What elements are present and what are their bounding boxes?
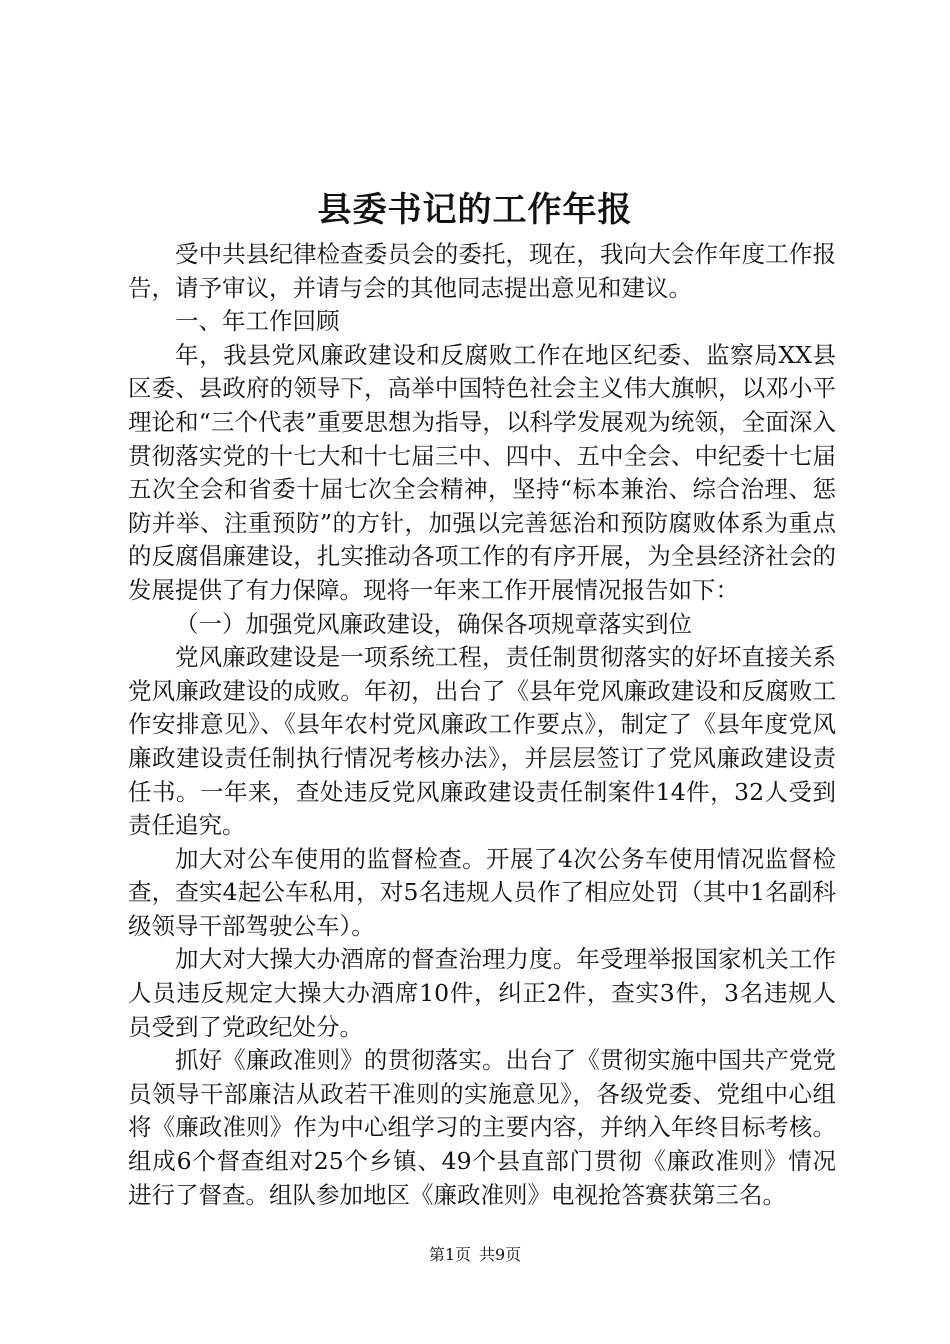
document-title: 县委书记的工作年报 bbox=[317, 190, 633, 230]
page-number-current: 第1页 bbox=[428, 1245, 471, 1264]
section-heading-review: 一、年工作回顾 bbox=[175, 307, 340, 336]
paragraph-overview: 年，我县党风廉政建设和反腐败工作在地区纪委、监察局XX县区委、县政府的领导下，高举中国特色社会主义伟大旗帜，以邓小平理论和“三个代表”重要思想为指导，以科学发展观为统领，全面深入贯彻落实党的十七大和十七届三中、四中、五中全会、中纪委十七届五次全会和省委十届七次全会精神，坚持“标本兼治、综合治理、惩防并举、注重预防”的方针，加强以完善惩治和预防腐败体系为重点的反腐倡廉建设，扎实推动各项工作的有序开展，为全县经济社会的发展提供了有力保障。现将一年来工作开展情况报告如下： bbox=[128, 340, 836, 604]
page-number-total: 共9页 bbox=[479, 1245, 522, 1264]
paragraph-integrity-code: 抓好《廉政准则》的贯彻落实。出台了《贯彻实施中国共产党党员领导干部廉洁从政若干准则的实施意见》，各级党委、党组中心组将《廉政准则》作为中心组学习的主要内容，并纳入年终目标考核。组成6个督查组对25个乡镇、49个县直部门贯彻《廉政准则》情况进行了督查。组队参加地区《廉政准则》电视抢答赛获第三名。 bbox=[128, 1046, 836, 1209]
document-body bbox=[128, 238, 836, 1212]
subsection-heading-1: （一）加强党风廉政建设，确保各项规章落实到位 bbox=[175, 609, 692, 638]
paragraph-intro: 受中共县纪律检查委员会的委托，现在，我向大会作年度工作报告，请予审议，并请与会的其他同志提出意见和建议。 bbox=[128, 240, 836, 302]
paragraph-responsibility: 党风廉政建设是一项系统工程，责任制贯彻落实的好坏直接关系党风廉政建设的成败。年初，出台了《县年党风廉政建设和反腐败工作安排意见》、《县年农村党风廉政工作要点》，制定了《县年度党风廉政建设责任制执行情况考核办法》，并层层签订了党风廉政建设责任书。一年来，查处违反党风廉政建设责任制案件14件，32人受到责任追究。 bbox=[128, 643, 836, 840]
page-footer bbox=[0, 1244, 950, 1266]
paragraph-banquets: 加大对大操大办酒席的督查治理力度。年受理举报国家机关工作人员违反规定大操大办酒席10件，纠正2件，查实3件，3名违规人员受到了党政纪处分。 bbox=[128, 945, 836, 1041]
paragraph-official-cars: 加大对公车使用的监督检查。开展了4次公务车使用情况监督检查，查实4起公车私用，对5名违规人员作了相应处罚（其中1名副科级领导干部驾驶公车）。 bbox=[128, 844, 836, 940]
